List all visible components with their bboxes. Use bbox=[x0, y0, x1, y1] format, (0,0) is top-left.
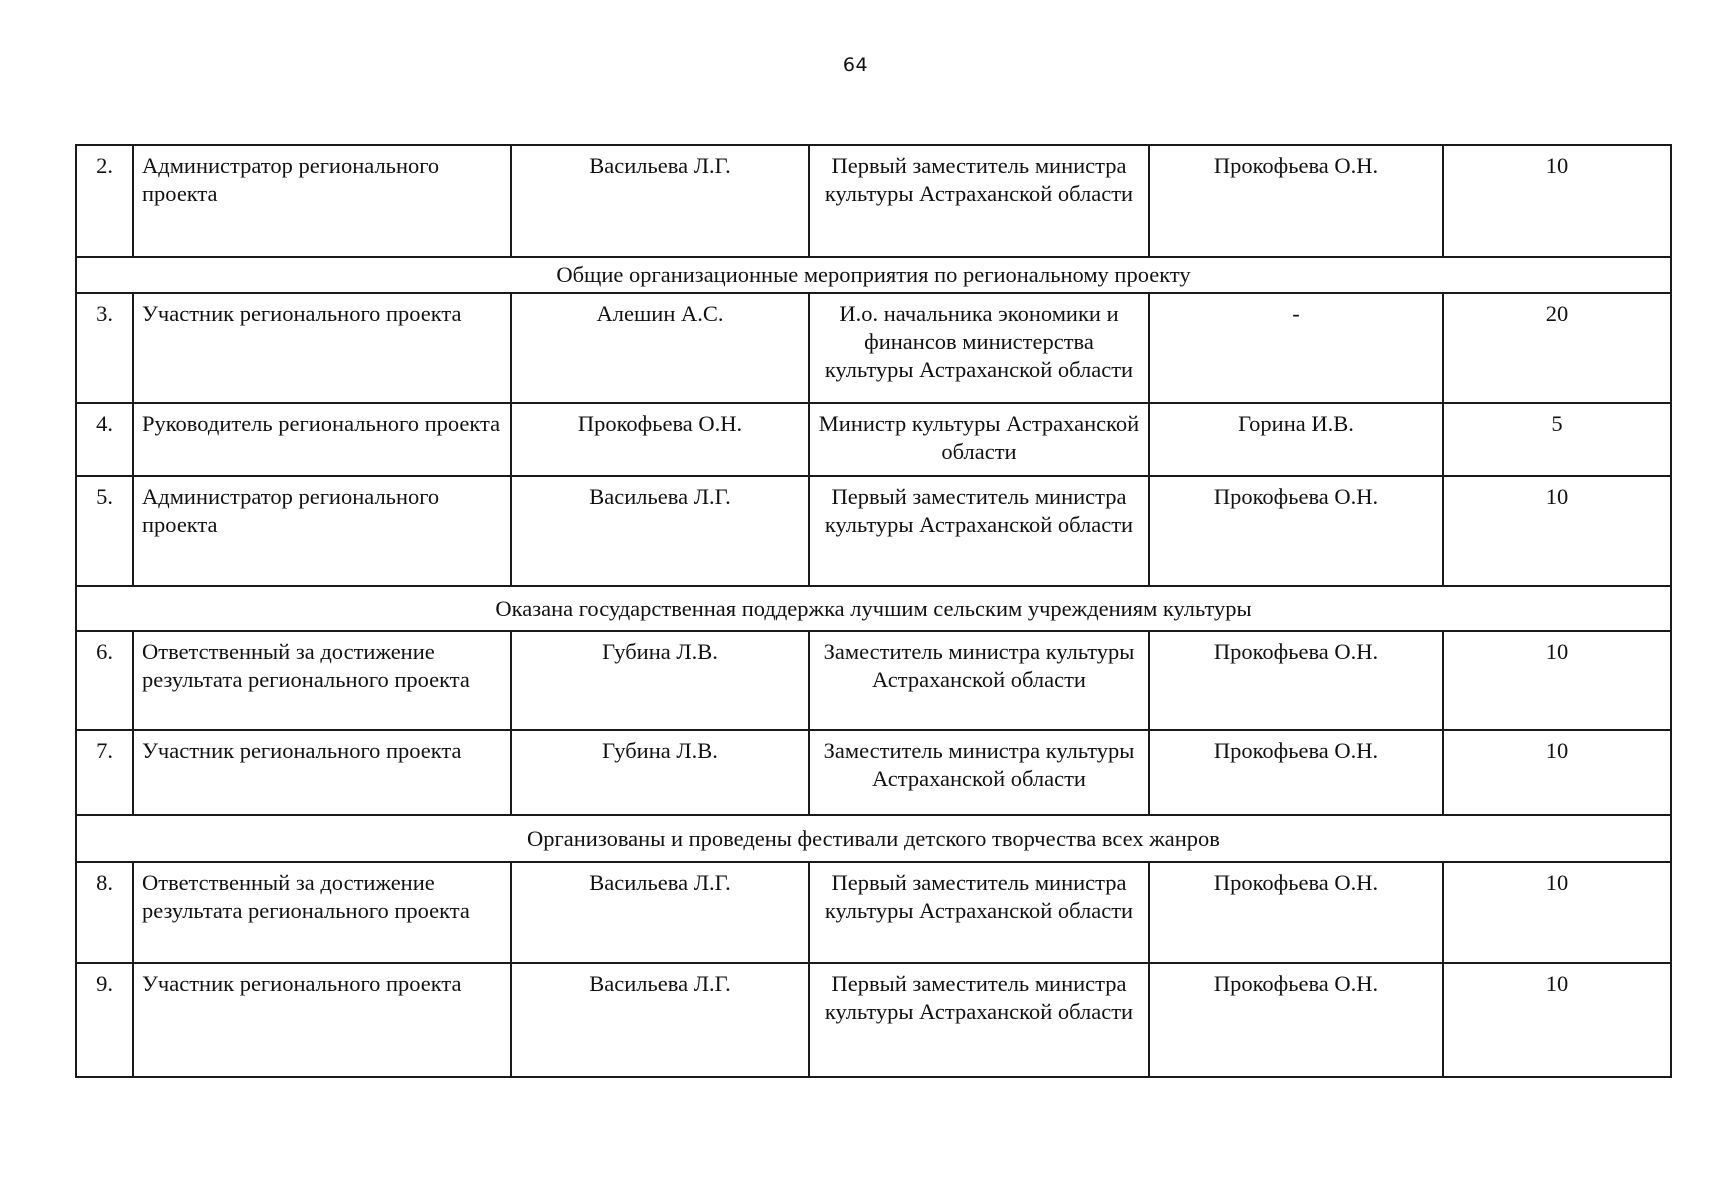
workload-percent: 10 bbox=[1443, 476, 1671, 586]
section-title: Организованы и проведены фестивали детского творчества всех жанров bbox=[76, 815, 1671, 862]
workload-percent: 5 bbox=[1443, 403, 1671, 476]
table-row bbox=[76, 403, 1671, 476]
person-name: Васильева Л.Г. bbox=[511, 145, 809, 257]
person-position: Заместитель министра культуры Астраханской области bbox=[809, 631, 1149, 730]
table-row bbox=[76, 631, 1671, 730]
row-number: 3. bbox=[76, 293, 133, 403]
section-row bbox=[76, 586, 1671, 631]
workload-percent: 10 bbox=[1443, 631, 1671, 730]
project-role: Участник регионального проекта bbox=[133, 293, 511, 403]
row-number: 7. bbox=[76, 730, 133, 815]
person-position: Первый заместитель министра культуры Астраханской области bbox=[809, 963, 1149, 1077]
project-role: Администратор регионального проекта bbox=[133, 145, 511, 257]
supervisor-name: Прокофьева О.Н. bbox=[1149, 862, 1443, 963]
supervisor-name: Прокофьева О.Н. bbox=[1149, 730, 1443, 815]
project-role: Участник регионального проекта bbox=[133, 730, 511, 815]
project-role: Руководитель регионального проекта bbox=[133, 403, 511, 476]
table-row bbox=[76, 730, 1671, 815]
person-position: Заместитель министра культуры Астраханской области bbox=[809, 730, 1149, 815]
supervisor-name: Горина И.В. bbox=[1149, 403, 1443, 476]
supervisor-name: Прокофьева О.Н. bbox=[1149, 476, 1443, 586]
project-role: Ответственный за достижение результата регионального проекта bbox=[133, 631, 511, 730]
person-name: Васильева Л.Г. bbox=[511, 476, 809, 586]
staff-table bbox=[75, 144, 1672, 1078]
person-name: Губина Л.В. bbox=[511, 730, 809, 815]
table-row bbox=[76, 963, 1671, 1077]
workload-percent: 10 bbox=[1443, 862, 1671, 963]
supervisor-name: Прокофьева О.Н. bbox=[1149, 963, 1443, 1077]
person-name: Губина Л.В. bbox=[511, 631, 809, 730]
person-position: Министр культуры Астраханской области bbox=[809, 403, 1149, 476]
table-row bbox=[76, 862, 1671, 963]
person-position: Первый заместитель министра культуры Астраханской области bbox=[809, 862, 1149, 963]
section-title: Оказана государственная поддержка лучшим сельским учреждениям культуры bbox=[76, 586, 1671, 631]
table-row bbox=[76, 145, 1671, 257]
workload-percent: 10 bbox=[1443, 963, 1671, 1077]
table-row bbox=[76, 476, 1671, 586]
project-role: Администратор регионального проекта bbox=[133, 476, 511, 586]
project-role: Участник регионального проекта bbox=[133, 963, 511, 1077]
row-number: 2. bbox=[76, 145, 133, 257]
supervisor-name: Прокофьева О.Н. bbox=[1149, 631, 1443, 730]
person-position: И.о. начальника экономики и финансов министерства культуры Астраханской области bbox=[809, 293, 1149, 403]
person-position: Первый заместитель министра культуры Астраханской области bbox=[809, 476, 1149, 586]
person-position: Первый заместитель министра культуры Астраханской области bbox=[809, 145, 1149, 257]
person-name: Васильева Л.Г. bbox=[511, 862, 809, 963]
section-title: Общие организационные мероприятия по региональному проекту bbox=[76, 257, 1671, 293]
page-number: 64 bbox=[842, 54, 869, 76]
project-role: Ответственный за достижение результата регионального проекта bbox=[133, 862, 511, 963]
table-row bbox=[76, 293, 1671, 403]
supervisor-name: - bbox=[1149, 293, 1443, 403]
workload-percent: 10 bbox=[1443, 730, 1671, 815]
supervisor-name: Прокофьева О.Н. bbox=[1149, 145, 1443, 257]
person-name: Прокофьева О.Н. bbox=[511, 403, 809, 476]
row-number: 4. bbox=[76, 403, 133, 476]
row-number: 6. bbox=[76, 631, 133, 730]
row-number: 8. bbox=[76, 862, 133, 963]
workload-percent: 10 bbox=[1443, 145, 1671, 257]
workload-percent: 20 bbox=[1443, 293, 1671, 403]
person-name: Васильева Л.Г. bbox=[511, 963, 809, 1077]
row-number: 9. bbox=[76, 963, 133, 1077]
row-number: 5. bbox=[76, 476, 133, 586]
section-row bbox=[76, 257, 1671, 293]
person-name: Алешин А.С. bbox=[511, 293, 809, 403]
section-row bbox=[76, 815, 1671, 862]
